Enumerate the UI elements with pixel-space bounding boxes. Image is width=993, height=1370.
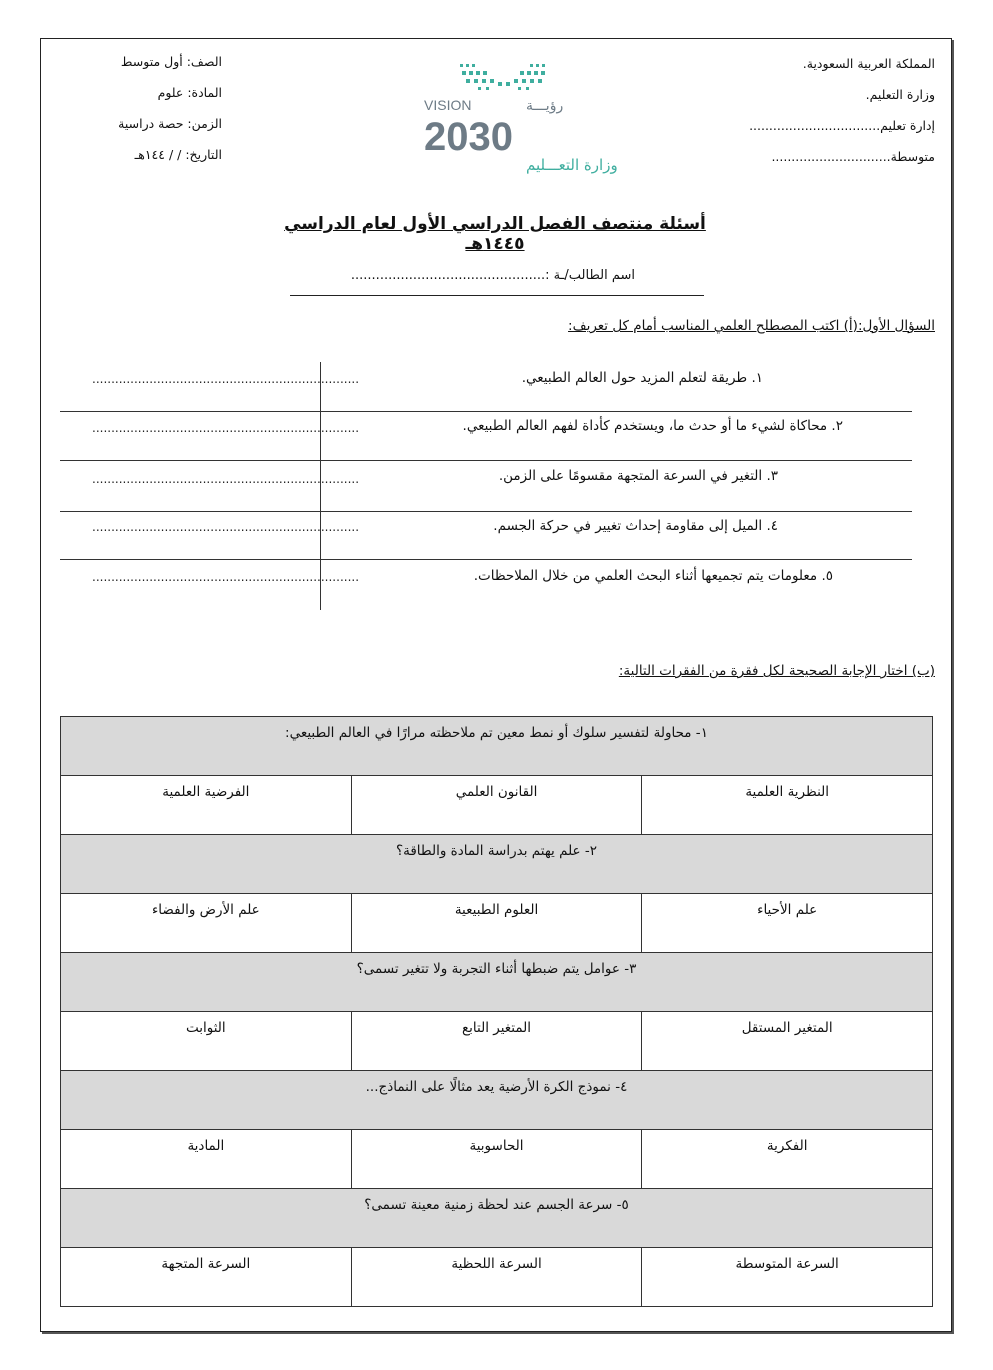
mcq-question-row	[61, 835, 933, 894]
logo-ministry-text: وزارة التعـــليم	[526, 156, 618, 174]
page-title: أسئلة منتصف الفصل الدراسي الأول لعام الدراسي ١٤٤٥هـ	[284, 214, 706, 254]
mcq-2-option-b[interactable]: العلوم الطبيعية	[351, 894, 642, 953]
mcq-options-row	[61, 776, 933, 835]
subject-line: المادة: علوم	[157, 85, 222, 100]
q1-blank-5[interactable]: ......................................................................	[92, 570, 360, 584]
mcq-options-row	[61, 894, 933, 953]
grade-line: الصف: أول متوسط	[120, 54, 222, 69]
mcq-question-3: ٣- عوامل يتم ضبطها أثناء التجربة ولا تتغير تسمى؟	[61, 953, 933, 1012]
q1-row-line	[60, 460, 912, 461]
q1-item-3: ٣. التغير في السرعة المتجهة مقسومًا على الزمن.	[498, 468, 778, 484]
mcq-3-option-a[interactable]: المتغير المستقل	[642, 1012, 933, 1071]
mcq-table	[60, 716, 933, 1307]
q1-row-line	[60, 511, 912, 512]
q1-blank-2[interactable]: ......................................................................	[92, 421, 360, 435]
mcq-5-option-c[interactable]: السرعة المتجهة	[61, 1248, 352, 1307]
q1-blank-3[interactable]: ......................................................................	[92, 472, 360, 486]
mcq-4-option-c[interactable]: المادية	[61, 1130, 352, 1189]
mcq-4-option-a[interactable]: الفكرية	[642, 1130, 933, 1189]
ministry-line: وزارة التعليم.	[865, 87, 935, 102]
q1-blank-4[interactable]: ......................................................................	[92, 520, 360, 534]
mcq-3-option-b[interactable]: المتغير التابع	[351, 1012, 642, 1071]
mcq-question-row	[61, 953, 933, 1012]
header-left	[92, 54, 222, 178]
mcq-question-1: ١- محاولة لتفسير سلوك أو نمط معين تم ملاحظته مرارًا في العالم الطبيعي:	[61, 717, 933, 776]
q2-heading: (ب) اختار الإجابة الصحيحة لكل فقرة من الفقرات التالية:	[618, 663, 935, 679]
q1-item-1: ١. طريقة لتعلم المزيد حول العالم الطبيعي.	[521, 370, 763, 386]
mcq-5-option-b[interactable]: السرعة اللحظية	[351, 1248, 642, 1307]
vision-2030-logo	[418, 58, 618, 178]
country-line: المملكة العربية السعودية.	[802, 56, 935, 71]
q1-heading: السؤال الأول:(أ) اكتب المصطلح العلمي المناسب أمام كل تعريف:	[568, 318, 935, 334]
mcq-question-4: ٤- نموذج الكرة الأرضية يعد مثالًا على النماذج...	[61, 1071, 933, 1130]
logo-vision-text: VISION	[424, 97, 472, 113]
mcq-options-row	[61, 1130, 933, 1189]
mcq-question-row	[61, 1189, 933, 1248]
mcq-question-5: ٥- سرعة الجسم عند لحظة زمنية معينة تسمى؟	[61, 1189, 933, 1248]
mcq-options-row	[61, 1248, 933, 1307]
logo-year: 2030	[424, 115, 513, 159]
q1-item-4: ٤. الميل إلى مقاومة إحداث تغيير في حركة الجسم.	[493, 518, 778, 534]
mcq-3-option-c[interactable]: الثوابت	[61, 1012, 352, 1071]
student-name-underline	[290, 295, 704, 296]
mcq-2-option-c[interactable]: علم الأرض والفضاء	[61, 894, 352, 953]
q1-row-line	[60, 559, 912, 560]
mcq-2-option-a[interactable]: علم الأحياء	[642, 894, 933, 953]
logo-dots-icon	[418, 58, 618, 178]
q1-row-line	[60, 411, 912, 412]
education-dept-line: إدارة تعليم.................................	[749, 118, 935, 133]
q1-blank-1[interactable]: ......................................................................	[92, 372, 360, 386]
mcq-1-option-b[interactable]: القانون العلمي	[351, 776, 642, 835]
date-line: التاريخ: / / ١٤٤هـ	[134, 147, 222, 162]
mcq-4-option-b[interactable]: الحاسوبية	[351, 1130, 642, 1189]
duration-line: الزمن: حصة دراسية	[118, 116, 222, 131]
mcq-1-option-c[interactable]: الفرضية العلمية	[61, 776, 352, 835]
q1-item-2: ٢. محاكاة لشيء ما أو حدث ما، ويستخدم كأداة لفهم العالم الطبيعي.	[462, 418, 843, 434]
student-name-label: اسم الطالب/ـة :...............................................	[350, 268, 635, 283]
mcq-question-2: ٢- علم يهتم بدراسة المادة والطاقة؟	[61, 835, 933, 894]
school-line: متوسطة..............................	[771, 149, 935, 164]
mcq-5-option-a[interactable]: السرعة المتوسطة	[642, 1248, 933, 1307]
mcq-options-row	[61, 1012, 933, 1071]
q1-item-5: ٥. معلومات يتم تجميعها أثناء البحث العلمي من خلال الملاحظات.	[473, 568, 833, 584]
header-right	[715, 56, 935, 180]
mcq-question-row	[61, 717, 933, 776]
mcq-1-option-a[interactable]: النظرية العلمية	[642, 776, 933, 835]
mcq-question-row	[61, 1071, 933, 1130]
logo-vision-ar: رؤيـــة	[526, 98, 564, 114]
